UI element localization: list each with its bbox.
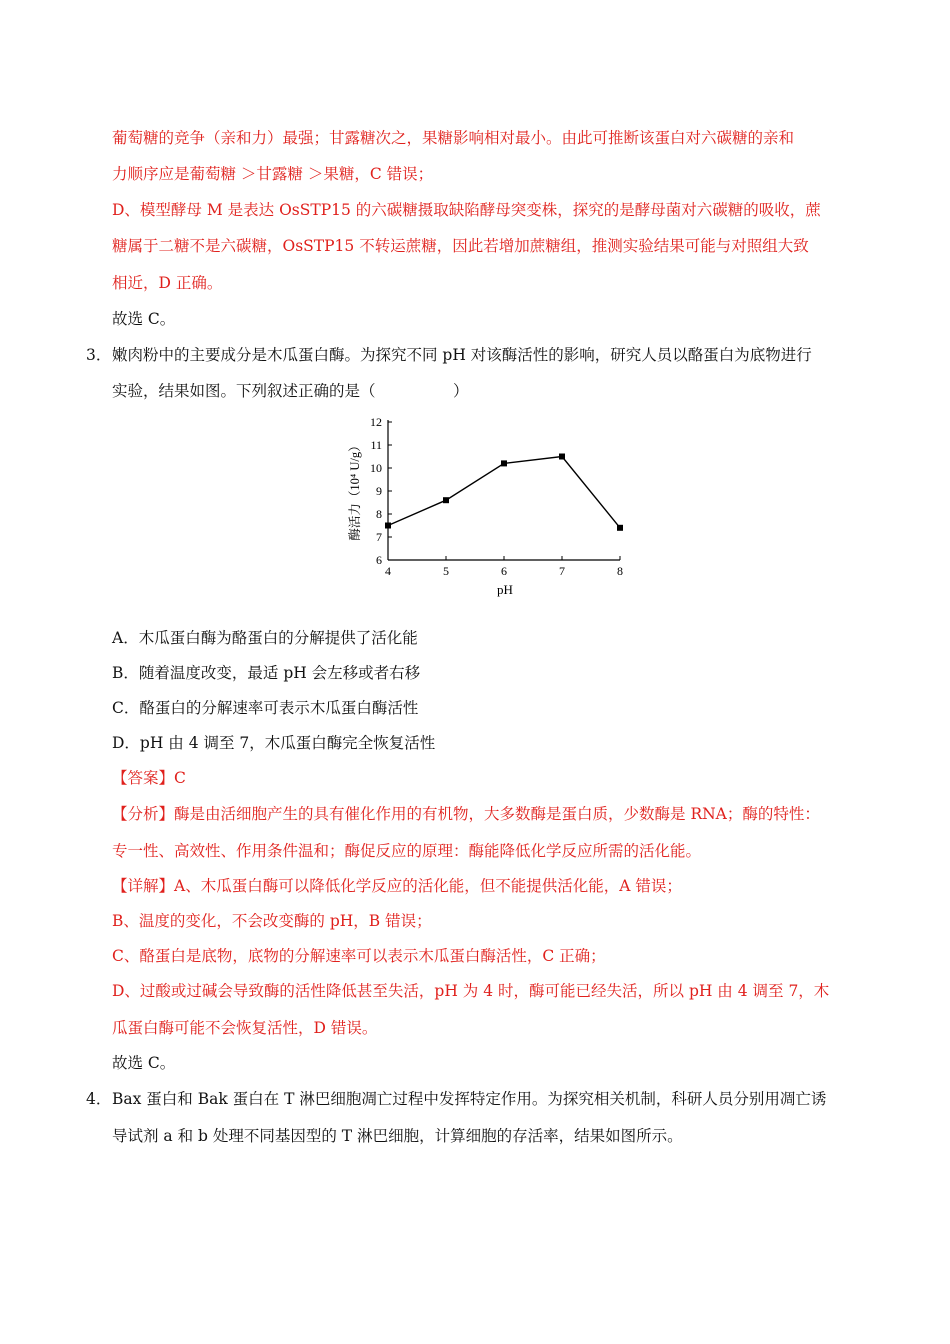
q3-option-a: A．木瓜蛋白酶为酪蛋白的分解提供了活化能 [112,629,418,647]
data-point-ph-6 [501,460,507,466]
q4-number: 4． [86,1090,112,1108]
activity-line [388,457,620,528]
ph-activity-chart [335,408,635,600]
chart-svg [335,408,635,600]
q3-number: 3． [86,346,112,364]
x-tick-label-4: 4 [385,564,391,578]
detail-tag: 【详解】 [112,877,175,895]
data-point-ph-7 [559,454,565,460]
y-tick-label-7: 7 [376,530,382,544]
q3-option-d: D．pH 由 4 调至 7，木瓜蛋白酶完全恢复活性 [112,734,436,752]
x-tick-label-5: 5 [443,564,449,578]
y-tick-label-10: 10 [370,461,382,475]
q3-answer [112,768,186,788]
q2-conclusion: 故选 C。 [112,310,176,328]
detail-text-1: A、木瓜蛋白酶可以降低化学反应的活化能，但不能提供活化能，A 错误； [174,877,682,895]
data-point-ph-4 [385,523,391,529]
y-tick-label-6: 6 [376,553,382,567]
y-tick-label-12: 12 [370,415,382,429]
data-point-ph-5 [443,497,449,503]
x-tick-label-6: 6 [501,564,507,578]
y-tick-label-11: 11 [370,438,382,452]
data-point-ph-8 [617,525,623,531]
y-tick-label-8: 8 [376,507,382,521]
q3-stem-line-1: 嫩肉粉中的主要成分是木瓜蛋白酶。为探究不同 pH 对该酶活性的影响，研究人员以酪蛋白为底物进行 [112,346,812,364]
q3-analysis-line-1 [112,804,820,824]
answer-value: C [174,769,186,787]
analysis-tag: 【分析】 [112,805,175,823]
q3-detail-line-5: 瓜蛋白酶可能不会恢复活性，D 错误。 [112,1019,378,1037]
q2-text-line-3: D、模型酵母 M 是表达 OsSTP15 的六碳糖摄取缺陷酵母突变株，探究的是酵母菌对六碳糖的吸收，蔗 [112,201,821,219]
q3-analysis-line-2: 专一性、高效性、作用条件温和；酶促反应的原理：酶能降低化学反应所需的活化能。 [112,842,702,860]
q2-text-line-1: 葡萄糖的竞争（亲和力）最强；甘露糖次之，果糖影响相对最小。由此可推断该蛋白对六碳糖的亲和 [112,129,795,147]
q3-option-b: B．随着温度改变，最适 pH 会左移或者右移 [112,664,421,682]
q4-stem-line-1: Bax 蛋白和 Bak 蛋白在 T 淋巴细胞凋亡过程中发挥特定作用。为探究相关机制，科研人员分别用凋亡诱 [112,1090,827,1108]
analysis-text-1: 酶是由活细胞产生的具有催化作用的有机物，大多数酶是蛋白质，少数酶是 RNA；酶的特性： [174,805,820,823]
q3-detail-line-4: D、过酸或过碱会导致酶的活性降低甚至失活，pH 为 4 时，酶可能已经失活，所以 pH 由 4 调至 7，木 [112,982,830,1000]
q3-detail-line-1 [112,876,682,896]
answer-tag: 【答案】 [112,769,175,787]
x-tick-label-7: 7 [559,564,565,578]
q4-stem-line-2: 导试剂 a 和 b 处理不同基因型的 T 淋巴细胞，计算细胞的存活率，结果如图所示。 [112,1127,683,1145]
q2-text-line-5: 相近，D 正确。 [112,274,223,292]
q3-option-c: C．酪蛋白的分解速率可表示木瓜蛋白酶活性 [112,699,419,717]
y-axis-label: 酶活力（10⁴ U/g） [348,439,362,541]
q3-detail-line-3: C、酪蛋白是底物，底物的分解速率可以表示木瓜蛋白酶活性，C 正确； [112,947,606,965]
q2-text-line-4: 糖属于二糖不是六碳糖，OsSTP15 不转运蔗糖，因此若增加蔗糖组，推测实验结果可能与对照组大致 [112,237,809,255]
q3-stem-line-2: 实验，结果如图。下列叙述正确的是（ ） [112,382,469,400]
y-tick-label-9: 9 [376,484,382,498]
q3-conclusion: 故选 C。 [112,1054,176,1072]
x-tick-label-8: 8 [617,564,623,578]
q3-detail-line-2: B、温度的变化，不会改变酶的 pH，B 错误； [112,912,432,930]
x-axis-label: pH [497,582,513,597]
q2-text-line-2: 力顺序应是葡萄糖 ＞甘露糖 ＞果糖，C 错误； [112,165,434,183]
